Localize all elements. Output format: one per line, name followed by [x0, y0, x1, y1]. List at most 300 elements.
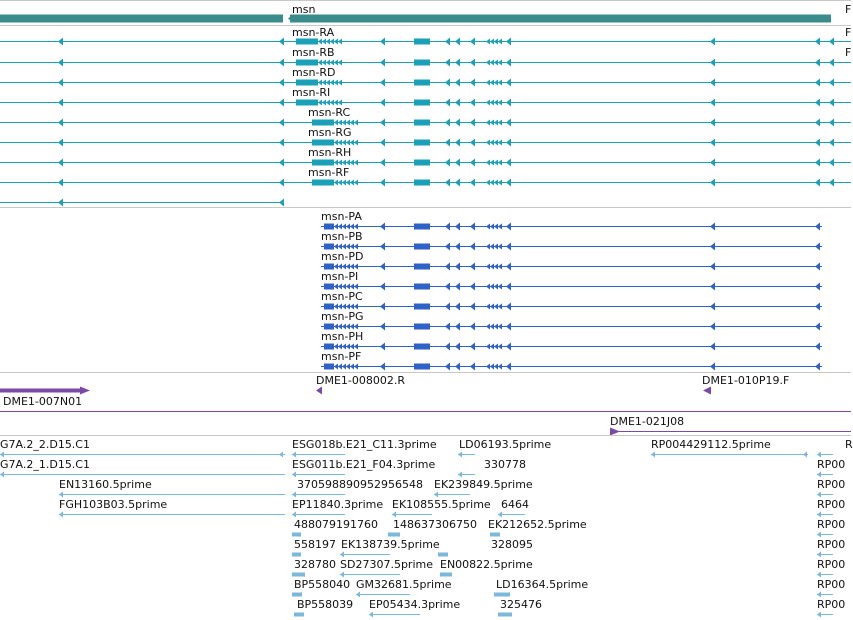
- strand-arrow: [506, 303, 511, 311]
- strand-arrow: [392, 512, 396, 518]
- est-label[interactable]: 325476: [500, 598, 542, 611]
- strand-arrow: [338, 60, 342, 66]
- strand-arrow: [279, 139, 284, 147]
- strand-arrow: [506, 59, 511, 67]
- strand-arrow: [279, 452, 283, 458]
- est-label[interactable]: ESG011b.E21_F04.3prime: [292, 458, 436, 471]
- strand-arrow: [338, 264, 342, 270]
- amplicon-label[interactable]: DME1-007N01: [3, 395, 83, 408]
- exon-block: [324, 344, 334, 350]
- transcript-label-msn-PH[interactable]: msn-PH: [321, 330, 364, 343]
- strand-arrow: [326, 80, 330, 86]
- est-block: [494, 593, 510, 597]
- strand-arrow: [498, 39, 502, 45]
- est-label[interactable]: SD27307.5prime: [340, 558, 433, 571]
- strand-arrow: [445, 79, 450, 87]
- strand-arrow: [346, 120, 350, 126]
- strand-arrow: [445, 363, 450, 371]
- gene-label-right-edge[interactable]: F: [845, 3, 852, 16]
- strand-arrow: [817, 532, 821, 538]
- transcript-label-msn-RB[interactable]: msn-RB: [292, 46, 335, 59]
- amplicon-arrow: [80, 387, 90, 395]
- strand-arrow: [458, 472, 462, 478]
- strand-arrow: [380, 363, 385, 371]
- strand-arrow: [338, 304, 342, 310]
- strand-arrow: [445, 303, 450, 311]
- strand-arrow: [455, 119, 460, 127]
- strand-arrow: [340, 552, 344, 558]
- transcript-label-msn-PI[interactable]: msn-PI: [321, 270, 359, 283]
- strand-arrow: [334, 324, 338, 330]
- strand-arrow: [350, 364, 354, 370]
- strand-arrow: [279, 199, 284, 207]
- est-label[interactable]: LD06193.5prime: [459, 438, 552, 451]
- strand-arrow: [506, 99, 511, 107]
- transcript-label-msn-PG[interactable]: msn-PG: [321, 310, 364, 323]
- strand-arrow: [338, 284, 342, 290]
- strand-arrow: [829, 139, 834, 147]
- strand-arrow: [292, 452, 296, 458]
- strand-arrow: [0, 472, 4, 478]
- strand-arrow: [710, 139, 715, 147]
- strand-arrow: [490, 224, 494, 230]
- est-block: [388, 533, 400, 537]
- est-label[interactable]: RP00: [817, 598, 846, 611]
- strand-arrow: [342, 224, 346, 230]
- strand-arrow: [354, 224, 358, 230]
- strand-arrow: [346, 180, 350, 186]
- est-label[interactable]: FGH103B03.5prime: [59, 498, 168, 511]
- est-label[interactable]: 488079191760: [294, 518, 378, 531]
- strand-arrow: [817, 592, 821, 598]
- strand-arrow: [455, 99, 460, 107]
- strand-arrow: [486, 100, 490, 106]
- strand-arrow: [498, 80, 502, 86]
- transcript-label-msn-PD[interactable]: msn-PD: [321, 250, 364, 263]
- exon-block: [414, 344, 430, 350]
- exon-block: [324, 324, 334, 330]
- amplicon-bar: [0, 389, 80, 393]
- transcript-label-msn-PA[interactable]: msn-PA: [321, 210, 362, 223]
- strand-arrow: [342, 344, 346, 350]
- strand-arrow: [494, 140, 498, 146]
- strand-arrow: [470, 323, 475, 331]
- strand-arrow: [498, 100, 502, 106]
- exon-block: [312, 120, 334, 126]
- strand-arrow: [445, 59, 450, 67]
- track-separator-refseq: [0, 372, 851, 373]
- track-separator-flybase: [0, 207, 851, 208]
- strand-arrow: [354, 160, 358, 166]
- strand-arrow: [486, 224, 490, 230]
- strand-arrow: [380, 99, 385, 107]
- strand-arrow: [445, 343, 450, 351]
- strand-arrow: [350, 244, 354, 250]
- est-label[interactable]: RP00: [817, 458, 846, 471]
- amplicon-label[interactable]: DME1-010P19.F: [702, 374, 790, 387]
- strand-arrow: [338, 160, 342, 166]
- strand-arrow: [498, 244, 502, 250]
- strand-arrow: [445, 139, 450, 147]
- strand-arrow: [338, 120, 342, 126]
- strand-arrow: [710, 79, 715, 87]
- strand-arrow: [318, 80, 322, 86]
- track-separator-sirna: [0, 435, 851, 436]
- strand-arrow: [506, 223, 511, 231]
- exon-block: [312, 180, 334, 186]
- transcript-label-msn-RF[interactable]: msn-RF: [308, 166, 350, 179]
- est-label[interactable]: 148637306750: [393, 518, 477, 531]
- strand-arrow: [59, 512, 63, 518]
- strand-arrow: [710, 119, 715, 127]
- est-label[interactable]: 558197: [294, 538, 336, 551]
- strand-arrow: [342, 364, 346, 370]
- track-separator-gene: [0, 25, 851, 26]
- strand-arrow: [354, 324, 358, 330]
- strand-arrow: [506, 159, 511, 167]
- strand-arrow: [486, 120, 490, 126]
- strand-arrow: [380, 79, 385, 87]
- strand-arrow: [490, 80, 494, 86]
- strand-arrow: [354, 344, 358, 350]
- est-label[interactable]: GM32681.5prime: [356, 578, 452, 591]
- amplicon-arrow: [316, 387, 322, 395]
- strand-arrow: [342, 324, 346, 330]
- strand-arrow: [498, 364, 502, 370]
- strand-arrow: [710, 343, 715, 351]
- strand-arrow: [58, 159, 63, 167]
- strand-arrow: [330, 80, 334, 86]
- strand-arrow: [326, 39, 330, 45]
- strand-arrow: [506, 243, 511, 251]
- strand-arrow: [494, 100, 498, 106]
- strand-arrow: [334, 224, 338, 230]
- strand-arrow: [279, 79, 284, 87]
- strand-arrow: [434, 492, 438, 498]
- strand-arrow: [506, 323, 511, 331]
- est-label[interactable]: 6464: [501, 498, 529, 511]
- strand-arrow: [490, 120, 494, 126]
- strand-arrow: [342, 244, 346, 250]
- strand-arrow: [506, 283, 511, 291]
- strand-arrow: [346, 264, 350, 270]
- est-label[interactable]: EK212652.5prime: [488, 518, 587, 531]
- transcript-label-msn-RD[interactable]: msn-RD: [292, 66, 336, 79]
- strand-arrow: [322, 80, 326, 86]
- strand-arrow: [279, 159, 284, 167]
- strand-arrow: [455, 223, 460, 231]
- strand-arrow: [342, 284, 346, 290]
- strand-arrow: [490, 60, 494, 66]
- strand-arrow: [817, 572, 821, 578]
- strand-arrow: [338, 324, 342, 330]
- strand-arrow: [710, 38, 715, 46]
- strand-arrow: [346, 324, 350, 330]
- strand-arrow: [350, 284, 354, 290]
- est-label[interactable]: 328780: [294, 558, 336, 571]
- est-label[interactable]: RP00: [817, 478, 846, 491]
- strand-arrow: [710, 159, 715, 167]
- est-block: [438, 553, 448, 557]
- strand-arrow: [445, 38, 450, 46]
- strand-arrow: [829, 38, 834, 46]
- strand-arrow: [494, 324, 498, 330]
- strand-arrow: [342, 140, 346, 146]
- strand-arrow: [338, 140, 342, 146]
- exon-block: [414, 140, 430, 146]
- strand-arrow: [490, 364, 494, 370]
- strand-arrow: [334, 244, 338, 250]
- strand-arrow: [334, 304, 338, 310]
- strand-arrow: [380, 119, 385, 127]
- strand-arrow: [346, 160, 350, 166]
- strand-arrow: [829, 119, 834, 127]
- exon-block: [414, 160, 430, 166]
- strand-arrow: [338, 180, 342, 186]
- est-label[interactable]: EN00822.5prime: [440, 558, 533, 571]
- strand-arrow: [815, 139, 820, 147]
- strand-arrow: [817, 452, 821, 458]
- est-label[interactable]: RP00: [817, 558, 846, 571]
- strand-arrow: [350, 264, 354, 270]
- strand-arrow: [486, 140, 490, 146]
- exon-block: [296, 80, 318, 86]
- strand-arrow: [354, 304, 358, 310]
- est-label[interactable]: EK108555.5prime: [392, 498, 491, 511]
- strand-arrow: [354, 140, 358, 146]
- strand-arrow: [817, 492, 821, 498]
- strand-arrow: [498, 324, 502, 330]
- strand-arrow: [494, 304, 498, 310]
- strand-arrow: [455, 243, 460, 251]
- strand-arrow: [815, 283, 820, 291]
- strand-arrow: [490, 344, 494, 350]
- est-label[interactable]: RP00: [817, 518, 846, 531]
- strand-arrow: [490, 304, 494, 310]
- strand-arrow: [498, 264, 502, 270]
- est-label[interactable]: LD16364.5prime: [496, 578, 589, 591]
- strand-arrow: [498, 224, 502, 230]
- strand-arrow: [506, 38, 511, 46]
- est-block: [292, 593, 302, 597]
- transcript-label-msn-RG[interactable]: msn-RG: [308, 126, 352, 139]
- strand-arrow: [486, 60, 490, 66]
- strand-arrow: [380, 59, 385, 67]
- strand-arrow: [470, 99, 475, 107]
- strand-arrow: [494, 39, 498, 45]
- strand-arrow: [829, 159, 834, 167]
- strand-arrow: [350, 120, 354, 126]
- strand-arrow: [445, 99, 450, 107]
- strand-arrow: [490, 180, 494, 186]
- amplicon-arrow: [703, 387, 711, 395]
- strand-arrow: [490, 284, 494, 290]
- strand-arrow: [350, 180, 354, 186]
- strand-arrow: [710, 223, 715, 231]
- strand-arrow: [445, 179, 450, 187]
- strand-arrow: [498, 284, 502, 290]
- est-block: [292, 573, 305, 577]
- strand-arrow: [470, 139, 475, 147]
- strand-arrow: [506, 363, 511, 371]
- est-label[interactable]: 330778: [484, 458, 526, 471]
- exon-block: [324, 364, 334, 370]
- strand-arrow: [445, 243, 450, 251]
- transcript-label-right-edge[interactable]: F: [845, 26, 852, 39]
- transcript-label-msn-RH[interactable]: msn-RH: [308, 146, 352, 159]
- strand-arrow: [455, 79, 460, 87]
- est-label[interactable]: R: [845, 438, 853, 451]
- strand-arrow: [486, 160, 490, 166]
- transcript-label-right-edge[interactable]: F: [845, 46, 852, 59]
- transcript-label-msn-RI[interactable]: msn-RI: [292, 86, 331, 99]
- amplicon-label[interactable]: DME1-008002.R: [316, 374, 406, 387]
- strand-arrow: [486, 284, 490, 290]
- strand-arrow: [330, 39, 334, 45]
- strand-arrow: [350, 324, 354, 330]
- strand-arrow: [279, 99, 284, 107]
- est-block: [294, 613, 304, 617]
- strand-arrow: [322, 39, 326, 45]
- strand-arrow: [490, 160, 494, 166]
- strand-arrow: [486, 304, 490, 310]
- strand-arrow: [829, 99, 834, 107]
- strand-arrow: [455, 303, 460, 311]
- strand-arrow: [338, 224, 342, 230]
- strand-arrow: [815, 323, 820, 331]
- exon-block: [414, 180, 430, 186]
- gene-label[interactable]: msn: [292, 3, 316, 16]
- strand-arrow: [486, 344, 490, 350]
- strand-arrow: [710, 243, 715, 251]
- exon-block: [414, 120, 430, 126]
- strand-arrow: [338, 244, 342, 250]
- est-block: [440, 573, 452, 577]
- exon-block: [296, 60, 318, 66]
- est-label[interactable]: EK239849.5prime: [434, 478, 533, 491]
- exon-block: [414, 264, 430, 270]
- est-label[interactable]: RP00: [817, 578, 846, 591]
- est-label[interactable]: ESG018b.E21_C11.3prime: [292, 438, 437, 451]
- strand-arrow: [334, 264, 338, 270]
- strand-arrow: [815, 99, 820, 107]
- transcript-label-msn-RA[interactable]: msn-RA: [292, 26, 335, 39]
- transcript-label-msn-PC[interactable]: msn-PC: [321, 290, 363, 303]
- strand-arrow: [506, 343, 511, 351]
- strand-arrow: [279, 38, 284, 46]
- strand-arrow: [292, 512, 296, 518]
- est-label[interactable]: EP11840.3prime: [292, 498, 384, 511]
- exon-block: [414, 284, 430, 290]
- strand-arrow: [710, 303, 715, 311]
- strand-arrow: [334, 39, 338, 45]
- strand-arrow: [494, 224, 498, 230]
- strand-arrow: [815, 343, 820, 351]
- est-label[interactable]: G7A.2_1.D15.C1: [0, 458, 90, 471]
- exon-block: [414, 100, 430, 106]
- strand-arrow: [506, 79, 511, 87]
- strand-arrow: [455, 363, 460, 371]
- transcript-label-msn-PB[interactable]: msn-PB: [321, 230, 363, 243]
- strand-arrow: [486, 39, 490, 45]
- est-block: [490, 533, 500, 537]
- est-label[interactable]: RP004429112.5prime: [651, 438, 771, 451]
- strand-arrow: [334, 284, 338, 290]
- exon-block: [414, 324, 430, 330]
- strand-arrow: [490, 140, 494, 146]
- est-label[interactable]: RP00: [817, 498, 846, 511]
- strand-arrow: [817, 612, 821, 618]
- strand-arrow: [815, 223, 820, 231]
- strand-arrow: [498, 160, 502, 166]
- strand-arrow: [58, 199, 63, 207]
- strand-arrow: [334, 80, 338, 86]
- strand-arrow: [58, 119, 63, 127]
- strand-arrow: [455, 59, 460, 67]
- strand-arrow: [334, 180, 338, 186]
- strand-arrow: [318, 100, 322, 106]
- strand-arrow: [380, 223, 385, 231]
- strand-arrow: [354, 244, 358, 250]
- est-label[interactable]: 328095: [491, 538, 533, 551]
- strand-arrow: [817, 512, 821, 518]
- strand-arrow: [470, 119, 475, 127]
- strand-arrow: [380, 283, 385, 291]
- strand-arrow: [815, 263, 820, 271]
- strand-arrow: [815, 243, 820, 251]
- strand-arrow: [279, 119, 284, 127]
- strand-arrow: [498, 304, 502, 310]
- exon-block: [324, 304, 334, 310]
- est-label[interactable]: EK138739.5prime: [341, 538, 440, 551]
- strand-arrow: [445, 119, 450, 127]
- strand-arrow: [334, 100, 338, 106]
- strand-arrow: [486, 244, 490, 250]
- amplicon-label[interactable]: DME1-021J08: [610, 415, 685, 428]
- strand-arrow: [498, 344, 502, 350]
- est-label[interactable]: G7A.2_2.D15.C1: [0, 438, 90, 451]
- strand-arrow: [494, 244, 498, 250]
- strand-arrow: [470, 343, 475, 351]
- strand-arrow: [346, 364, 350, 370]
- est-label[interactable]: BP558040: [294, 578, 351, 591]
- transcript-label-msn-RC[interactable]: msn-RC: [308, 106, 351, 119]
- est-label[interactable]: BP558039: [297, 598, 354, 611]
- strand-arrow: [710, 283, 715, 291]
- strand-arrow: [58, 38, 63, 46]
- est-label[interactable]: EP05434.3prime: [369, 598, 461, 611]
- strand-arrow: [815, 59, 820, 67]
- strand-arrow: [455, 283, 460, 291]
- strand-arrow: [506, 263, 511, 271]
- strand-arrow: [338, 39, 342, 45]
- est-label[interactable]: EN13160.5prime: [59, 478, 152, 491]
- strand-arrow: [380, 263, 385, 271]
- strand-arrow: [346, 244, 350, 250]
- est-label[interactable]: RP00: [817, 538, 846, 551]
- gene-bar: [0, 15, 283, 23]
- strand-arrow: [338, 364, 342, 370]
- strand-arrow: [470, 303, 475, 311]
- exon-block: [312, 160, 334, 166]
- strand-arrow: [498, 180, 502, 186]
- strand-arrow: [354, 264, 358, 270]
- strand-arrow: [829, 79, 834, 87]
- strand-arrow: [470, 243, 475, 251]
- est-label[interactable]: 370598890952956548: [297, 478, 423, 491]
- strand-arrow: [346, 284, 350, 290]
- transcript-label-msn-PF[interactable]: msn-PF: [321, 350, 362, 363]
